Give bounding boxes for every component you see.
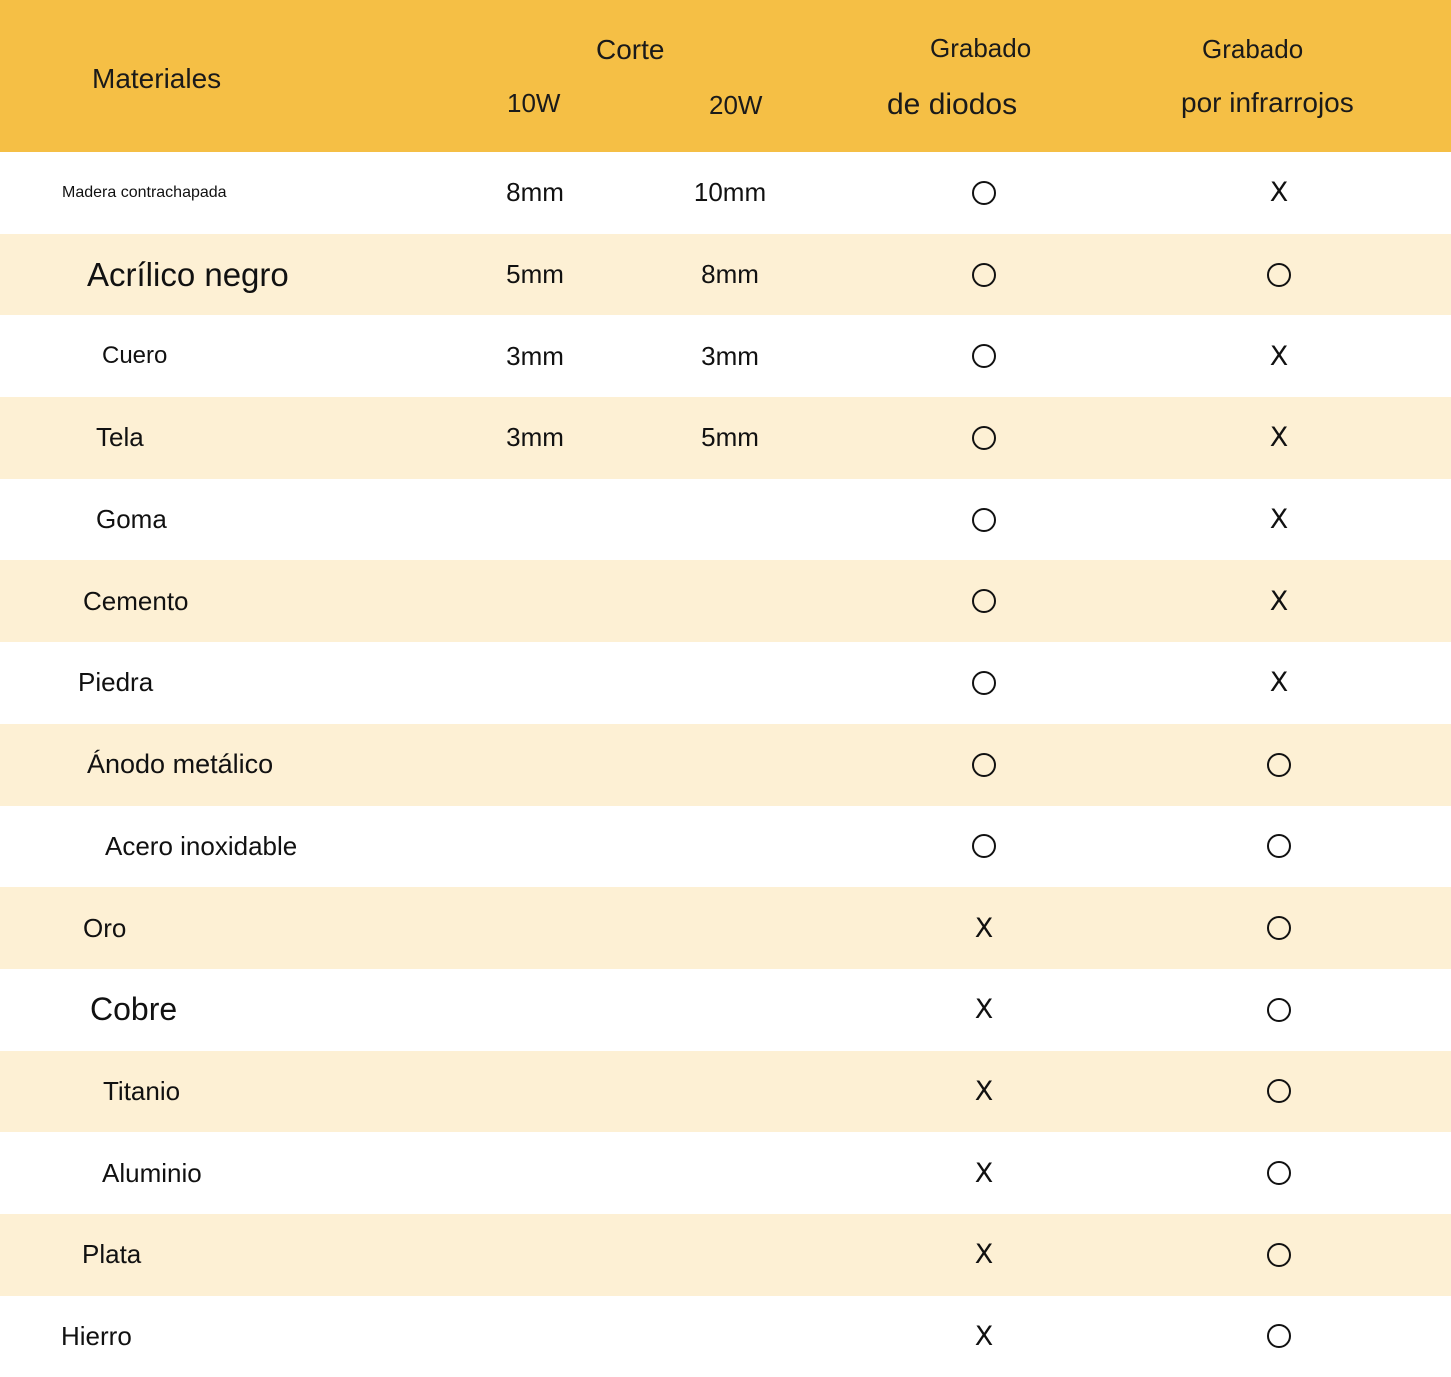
- table-body: [0, 152, 1451, 1377]
- material-name: Piedra: [78, 667, 154, 698]
- cut-10w-value: [480, 1214, 590, 1296]
- diode-engraving-cell: [934, 315, 1034, 397]
- material-name: Plata: [82, 1239, 142, 1270]
- infrared-engraving-cell: [1229, 969, 1329, 1051]
- cut-10w-value: [480, 1132, 590, 1214]
- table-row: [0, 969, 1451, 1051]
- x-mark: X: [1269, 340, 1289, 372]
- material-name: Cuero: [102, 342, 168, 370]
- circle-mark-icon: [1267, 1324, 1291, 1348]
- table-row: [0, 479, 1451, 561]
- cut-10w-value: [480, 887, 590, 969]
- x-mark: X: [974, 912, 994, 944]
- diode-engraving-cell: [934, 1132, 1034, 1214]
- cut-10w-value: [480, 479, 590, 561]
- header-diodos-line1: Grabado: [930, 33, 1032, 63]
- table-row: [0, 887, 1451, 969]
- cut-20w-value: 10mm: [693, 177, 767, 208]
- cut-10w-value: 8mm: [506, 177, 564, 208]
- circle-mark-icon: [1267, 916, 1291, 940]
- cut-20w-value: 5mm: [701, 422, 759, 453]
- diode-engraving-cell: [934, 1296, 1034, 1377]
- infrared-engraving-cell: [1229, 724, 1329, 806]
- table-row: [0, 152, 1451, 234]
- x-mark: X: [1269, 504, 1289, 536]
- table-row: [0, 560, 1451, 642]
- cut-20w-value: [670, 1214, 790, 1296]
- x-mark: X: [1269, 667, 1289, 699]
- diode-engraving-cell: [934, 806, 1034, 888]
- header-ir-line1: Grabado: [1202, 34, 1304, 64]
- material-name: Aluminio: [102, 1157, 202, 1188]
- cut-20w-value: [670, 1296, 790, 1377]
- x-mark: X: [1269, 177, 1289, 209]
- x-mark: X: [974, 1320, 994, 1352]
- material-name: Cemento: [83, 585, 189, 616]
- header-10w: 10W: [507, 88, 561, 118]
- diode-engraving-cell: [934, 234, 1034, 316]
- circle-mark-icon: [1267, 998, 1291, 1022]
- infrared-engraving-cell: [1229, 642, 1329, 724]
- material-name: Titanio: [103, 1075, 181, 1106]
- cut-20w-value: [670, 1132, 790, 1214]
- cut-20w-value: [670, 724, 790, 806]
- infrared-engraving-cell: [1229, 1296, 1329, 1377]
- circle-mark-icon: [1267, 263, 1291, 287]
- x-mark: X: [974, 1239, 994, 1271]
- table-row: [0, 1051, 1451, 1133]
- circle-mark-icon: [1267, 1243, 1291, 1267]
- diode-engraving-cell: [934, 887, 1034, 969]
- infrared-engraving-cell: [1229, 560, 1329, 642]
- circle-mark-icon: [1267, 834, 1291, 858]
- infrared-engraving-cell: [1229, 1214, 1329, 1296]
- x-mark: X: [974, 1075, 994, 1107]
- x-mark: X: [1269, 422, 1289, 454]
- diode-engraving-cell: [934, 969, 1034, 1051]
- diode-engraving-cell: [934, 560, 1034, 642]
- circle-mark-icon: [1267, 1161, 1291, 1185]
- circle-mark-icon: [972, 671, 996, 695]
- diode-engraving-cell: [934, 724, 1034, 806]
- cut-20w-value: [670, 1051, 790, 1133]
- header-20w: 20W: [709, 90, 763, 120]
- cut-10w-value: [480, 1051, 590, 1133]
- infrared-engraving-cell: [1229, 315, 1329, 397]
- infrared-engraving-cell: [1229, 397, 1329, 479]
- cut-10w-value: [480, 1296, 590, 1377]
- circle-mark-icon: [972, 589, 996, 613]
- header-materiales: Materiales: [92, 63, 222, 94]
- table-row: [0, 806, 1451, 888]
- table-row: [0, 724, 1451, 806]
- cut-20w-value: [670, 642, 790, 724]
- circle-mark-icon: [1267, 753, 1291, 777]
- table-row: [0, 1296, 1451, 1377]
- x-mark: X: [1269, 585, 1289, 617]
- circle-mark-icon: [972, 508, 996, 532]
- material-name: Acrílico negro: [87, 255, 289, 293]
- circle-mark-icon: [972, 181, 996, 205]
- header-corte: Corte: [596, 34, 665, 65]
- diode-engraving-cell: [934, 1214, 1034, 1296]
- cut-10w-value: [480, 724, 590, 806]
- material-name: Tela: [96, 422, 144, 453]
- diode-engraving-cell: [934, 479, 1034, 561]
- material-name: Acero inoxidable: [105, 830, 298, 861]
- infrared-engraving-cell: [1229, 152, 1329, 234]
- table-row: [0, 1214, 1451, 1296]
- table-row: [0, 642, 1451, 724]
- material-name: Cobre: [90, 991, 178, 1028]
- cut-10w-value: [480, 969, 590, 1051]
- material-name: Hierro: [61, 1320, 132, 1351]
- header-diodos-line2: de diodos: [887, 88, 1018, 121]
- infrared-engraving-cell: [1229, 806, 1329, 888]
- x-mark: X: [974, 1157, 994, 1189]
- table-row: [0, 315, 1451, 397]
- cut-10w-value: [480, 806, 590, 888]
- cut-10w-value: [480, 560, 590, 642]
- material-name: Oro: [83, 912, 127, 943]
- diode-engraving-cell: [934, 642, 1034, 724]
- infrared-engraving-cell: [1229, 234, 1329, 316]
- material-name: Goma: [96, 504, 167, 535]
- header-ir-line2: por infrarrojos: [1181, 87, 1354, 118]
- cut-10w-value: 5mm: [506, 259, 564, 290]
- cut-20w-value: [670, 479, 790, 561]
- cut-20w-value: [670, 969, 790, 1051]
- table-header: [0, 0, 1451, 152]
- cut-20w-value: [670, 560, 790, 642]
- circle-mark-icon: [1267, 1079, 1291, 1103]
- cut-10w-value: 3mm: [506, 340, 564, 371]
- infrared-engraving-cell: [1229, 1132, 1329, 1214]
- cut-10w-value: [480, 642, 590, 724]
- cut-20w-value: [670, 887, 790, 969]
- material-name: Ánodo metálico: [87, 749, 274, 780]
- circle-mark-icon: [972, 344, 996, 368]
- table-row: [0, 397, 1451, 479]
- diode-engraving-cell: [934, 1051, 1034, 1133]
- diode-engraving-cell: [934, 152, 1034, 234]
- infrared-engraving-cell: [1229, 887, 1329, 969]
- material-name: Madera contrachapada: [62, 183, 227, 201]
- circle-mark-icon: [972, 834, 996, 858]
- cut-20w-value: [670, 806, 790, 888]
- cut-10w-value: 3mm: [506, 422, 564, 453]
- circle-mark-icon: [972, 263, 996, 287]
- table-row: [0, 1132, 1451, 1214]
- infrared-engraving-cell: [1229, 479, 1329, 561]
- table-row: [0, 234, 1451, 316]
- cut-20w-value: 8mm: [701, 259, 759, 290]
- diode-engraving-cell: [934, 397, 1034, 479]
- infrared-engraving-cell: [1229, 1051, 1329, 1133]
- cut-20w-value: 3mm: [701, 340, 759, 371]
- circle-mark-icon: [972, 753, 996, 777]
- circle-mark-icon: [972, 426, 996, 450]
- x-mark: X: [974, 994, 994, 1026]
